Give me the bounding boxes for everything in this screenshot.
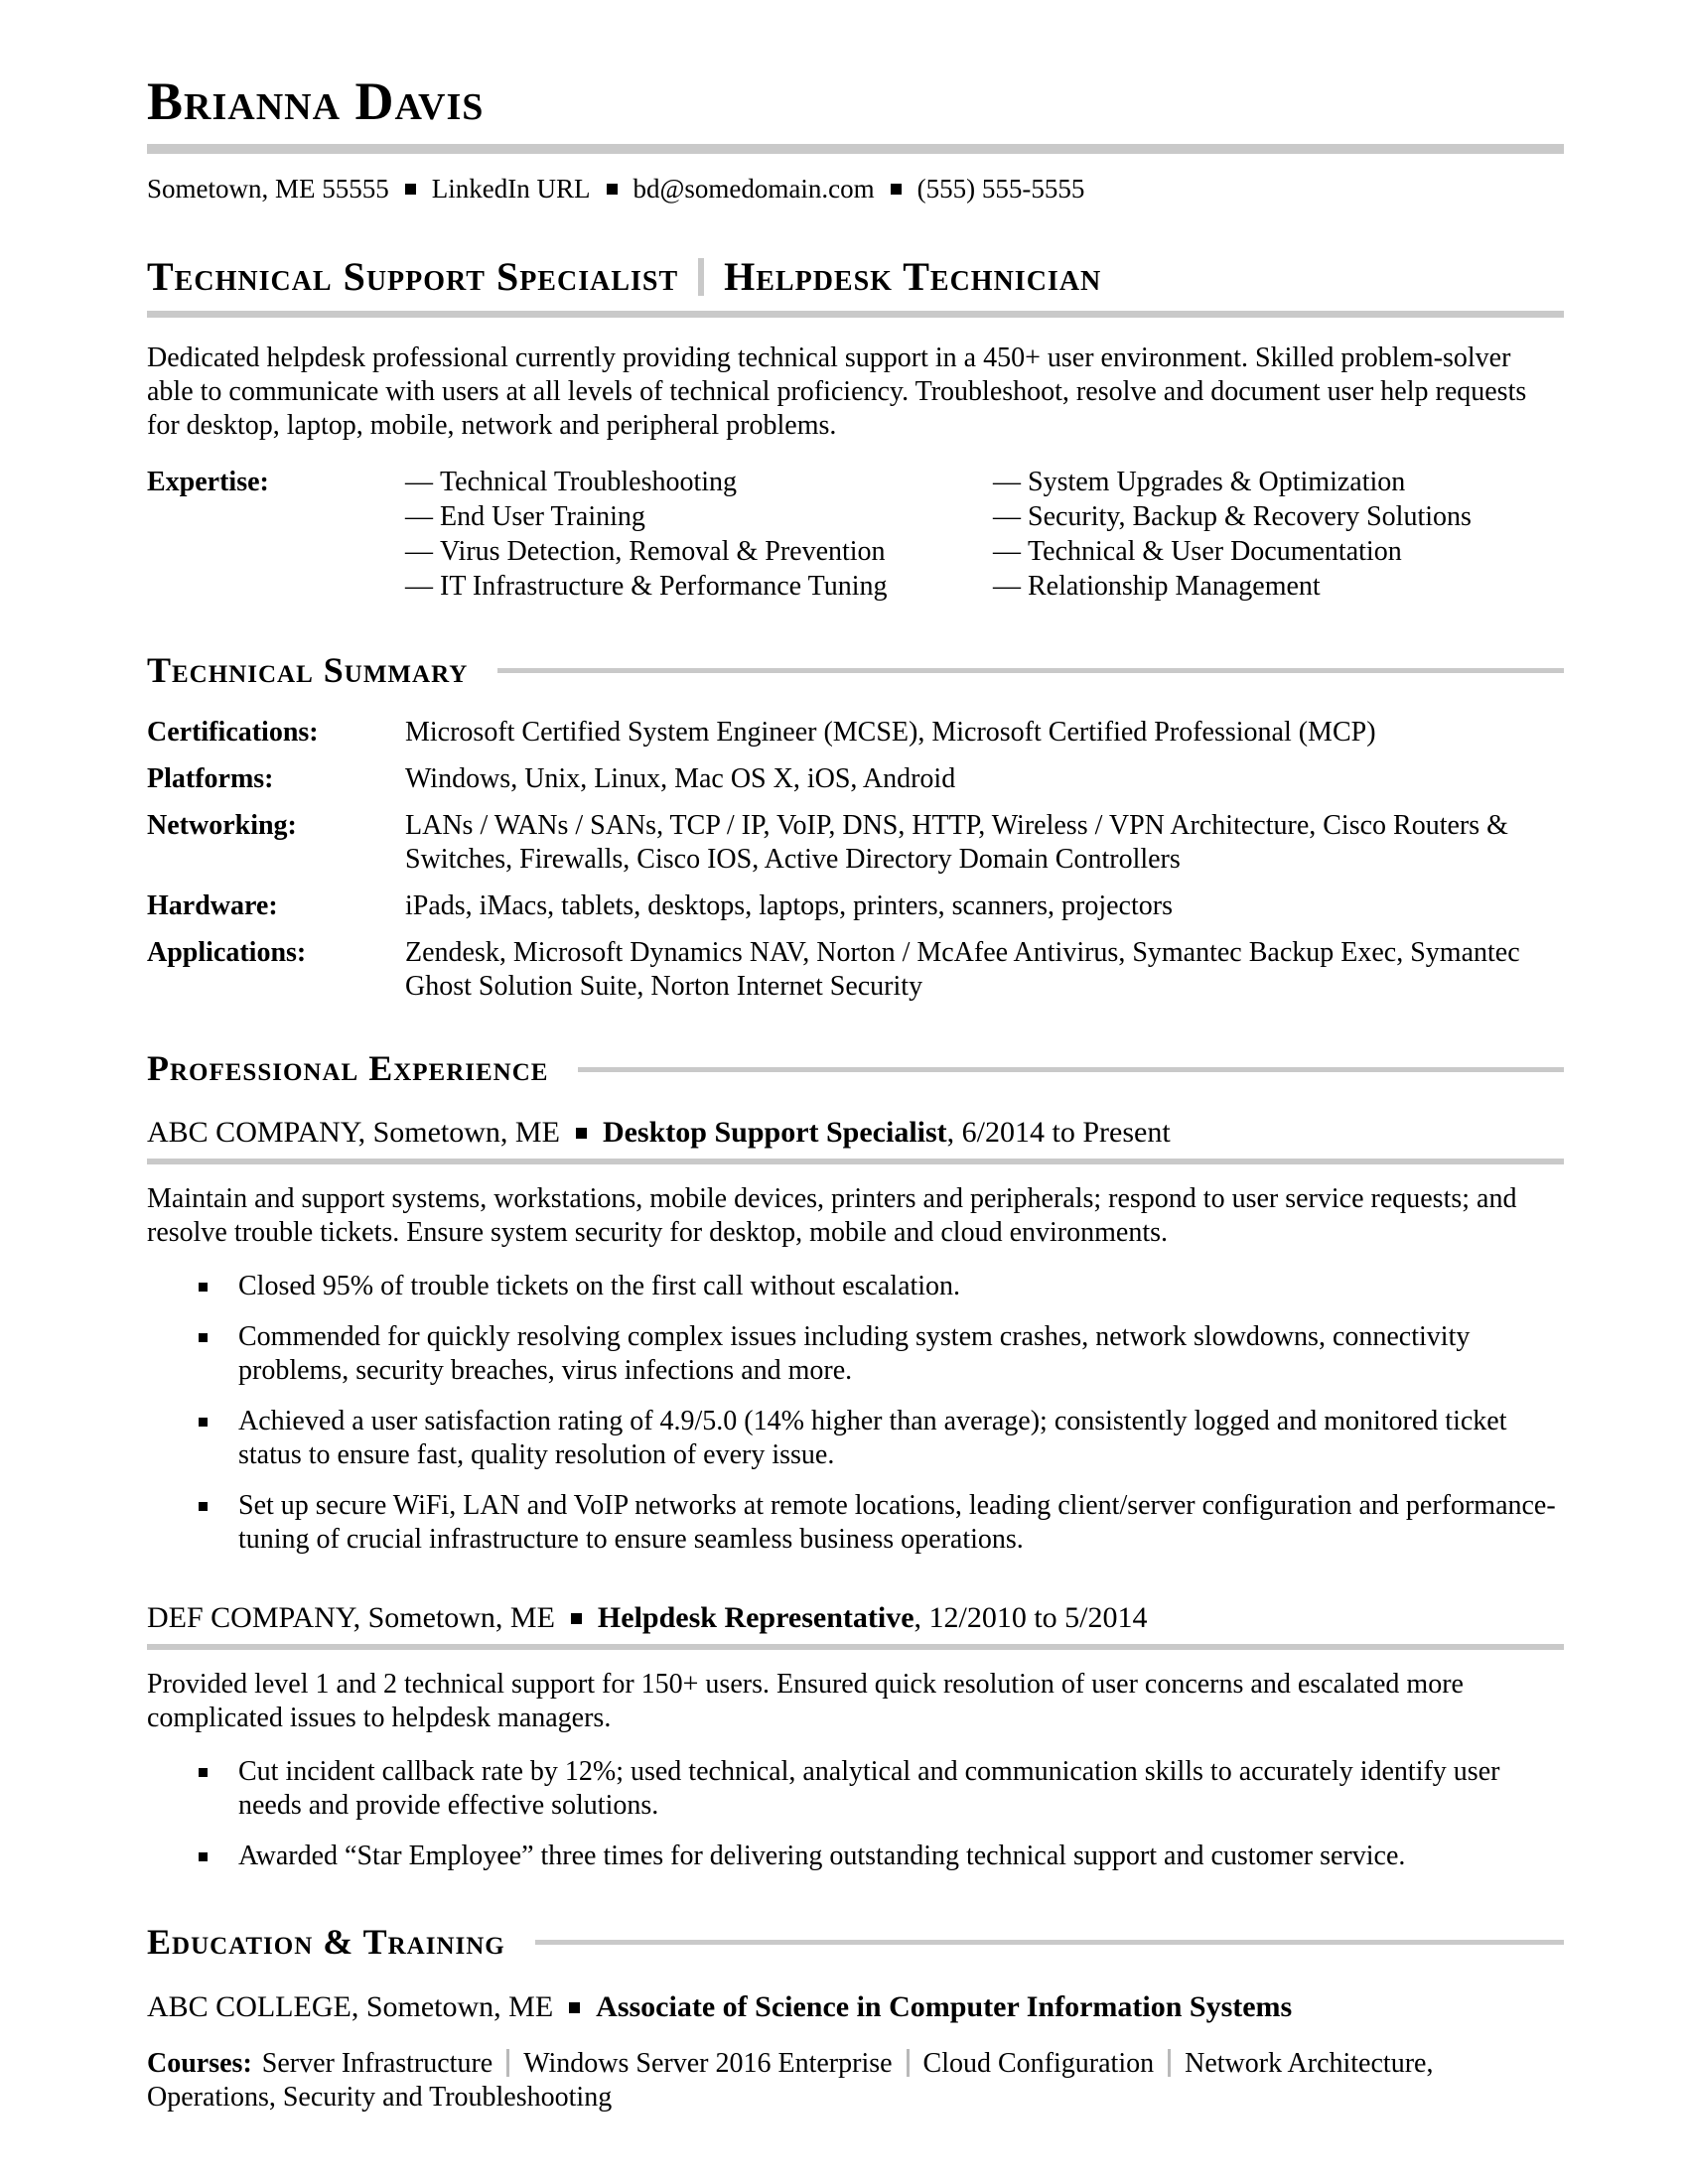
course-item: Windows Server 2016 Enterprise (523, 2048, 893, 2080)
separator-square-icon (891, 184, 902, 195)
expertise-block (147, 465, 1564, 604)
separator-square-icon (405, 184, 416, 195)
expertise-item: — System Upgrades & Optimization (993, 465, 1564, 499)
summary-row (147, 889, 1564, 923)
expertise-item: — IT Infrastructure & Performance Tuning (405, 569, 993, 604)
summary-row (147, 762, 1564, 796)
section-heading (147, 651, 1564, 691)
education-header (147, 1989, 1564, 2025)
job-bullet-list (147, 1755, 1564, 1873)
separator-bar-icon (506, 2049, 509, 2077)
job-description: Provided level 1 and 2 technical support for 150+ users. Ensured quick resolution of user concerns and escalated more complicated issues to helpdesk managers. (147, 1668, 1464, 1733)
separator-bar-icon (907, 2049, 910, 2077)
row-label: Applications: (147, 937, 307, 969)
header-divider-bar (147, 144, 1564, 154)
job-bullet: Awarded “Star Employee” three times for delivering outstanding technical support and customer service. (147, 1840, 1564, 1873)
summary-row (147, 809, 1564, 877)
course-item: Server Infrastructure (261, 2048, 493, 2080)
job-dates: , 12/2010 to 5/2014 (914, 1600, 1148, 1634)
expertise-label: Expertise: (147, 466, 269, 497)
expertise-item: — Security, Backup & Recovery Solutions (993, 499, 1564, 534)
title-role-secondary: Helpdesk Technician (724, 253, 1102, 299)
section-title: Professional Experience (147, 1048, 549, 1089)
section-heading (147, 1923, 1564, 1963)
title-divider-bar (147, 311, 1564, 318)
contact-linkedin: LinkedIn URL (431, 173, 591, 204)
job-company-location: DEF COMPANY, Sometown, ME (147, 1600, 555, 1634)
expertise-column-2 (993, 465, 1564, 604)
summary-row (147, 936, 1564, 1004)
contact-location: Sometown, ME 55555 (147, 173, 389, 204)
section-title: Technical Summary (147, 649, 469, 690)
job-entry (147, 1115, 1564, 1557)
summary-paragraph: Dedicated helpdesk professional currently providing technical support in a 450+ user environment. Skilled problem-solver able to communicate with users at all levels of technical proficiency. Troubleshoot, resolve and document user help requests for desktop, laptop, mobile, network and peripheral problems. (147, 341, 1527, 441)
separator-square-icon (576, 1128, 587, 1139)
job-bullet: Closed 95% of trouble tickets on the first call without escalation. (147, 1270, 1564, 1303)
job-bullet: Commended for quickly resolving complex issues including system crashes, network slowdowns, connectivity problems, security breaches, virus infections and more. (147, 1320, 1564, 1388)
contact-email: bd@somedomain.com (633, 173, 875, 204)
job-header (147, 1115, 1564, 1151)
separator-bar-icon (1168, 2049, 1171, 2077)
college-location: ABC COLLEGE, Sometown, ME (147, 1990, 554, 2024)
row-label: Platforms: (147, 763, 274, 795)
headline-section (147, 255, 1564, 604)
section-heading (147, 1049, 1564, 1089)
degree: Associate of Science in Computer Information Systems (596, 1990, 1293, 2024)
job-bullet: Achieved a user satisfaction rating of 4.9/5.0 (14% higher than average); consistently logged and monitored ticket status to ensure fast, quality resolution of every issue. (147, 1405, 1564, 1472)
expertise-item: — End User Training (405, 499, 993, 534)
course-item: Cloud Configuration (922, 2048, 1155, 2080)
courses-line (147, 2047, 1564, 2115)
page-title (147, 255, 1564, 299)
row-label: Networking: (147, 810, 297, 842)
separator-square-icon (571, 1613, 582, 1624)
course-item: Network Architecture, Operations, Security and Troubleshooting (147, 2048, 1434, 2114)
row-value: Microsoft Certified System Engineer (MCSE), Microsoft Certified Professional (MCP) (405, 717, 1376, 749)
section-title: Education & Training (147, 1921, 505, 1962)
expertise-item: — Relationship Management (993, 569, 1564, 604)
expertise-item: — Technical Troubleshooting (405, 465, 993, 499)
row-value: iPads, iMacs, tablets, desktops, laptops, printers, scanners, projectors (405, 890, 1173, 922)
job-header (147, 1600, 1564, 1636)
section-rule (535, 1940, 1564, 1945)
job-bullet: Set up secure WiFi, LAN and VoIP networks at remote locations, leading client/server configuration and performance-tuning of crucial infrastructure to ensure seamless business operations. (147, 1489, 1564, 1557)
candidate-name: Brianna Davis (147, 71, 485, 131)
summary-row (147, 716, 1564, 750)
job-dates: , 6/2014 to Present (946, 1115, 1171, 1149)
job-company-location: ABC COMPANY, Sometown, ME (147, 1115, 560, 1149)
job-divider-bar (147, 1159, 1564, 1164)
job-entry (147, 1600, 1564, 1873)
section-rule (497, 668, 1564, 673)
technical-summary-section (147, 651, 1564, 1005)
row-label: Certifications: (147, 717, 319, 749)
expertise-item: — Virus Detection, Removal & Prevention (405, 534, 993, 569)
job-title: Desktop Support Specialist (602, 1115, 947, 1149)
row-label: Hardware: (147, 890, 278, 922)
expertise-item: — Technical & User Documentation (993, 534, 1564, 569)
contact-line (147, 172, 1564, 205)
job-divider-bar (147, 1644, 1564, 1650)
technical-summary-rows (147, 716, 1564, 1004)
separator-square-icon (569, 2002, 580, 2013)
section-rule (578, 1067, 1564, 1072)
row-value: Windows, Unix, Linux, Mac OS X, iOS, Android (405, 763, 956, 795)
separator-square-icon (607, 184, 618, 195)
row-value: LANs / WANs / SANs, TCP / IP, VoIP, DNS, HTTP, Wireless / VPN Architecture, Cisco Routers & Switches, Firewalls, Cisco IOS, Active Directory Domain Controllers (405, 810, 1508, 876)
job-description: Maintain and support systems, workstations, mobile devices, printers and peripherals; respond to user service requests; and resolve trouble tickets. Ensure system security for desktop, mobile and cloud environments. (147, 1182, 1517, 1248)
expertise-column-1 (405, 465, 993, 604)
job-bullet: Cut incident callback rate by 12%; used technical, analytical and communication skills to accurately identify user needs and provide effective solutions. (147, 1755, 1564, 1823)
row-value: Zendesk, Microsoft Dynamics NAV, Norton / McAfee Antivirus, Symantec Backup Exec, Symantec Ghost Solution Suite, Norton Internet Security (405, 937, 1520, 1003)
education-section (147, 1923, 1564, 2116)
courses-label: Courses: (147, 2048, 252, 2080)
contact-phone: (555) 555-5555 (916, 173, 1085, 204)
title-divider-icon (698, 258, 704, 296)
job-bullet-list (147, 1270, 1564, 1557)
job-title: Helpdesk Representative (597, 1600, 914, 1634)
header (147, 73, 1564, 205)
title-role-primary: Technical Support Specialist (147, 253, 679, 299)
experience-section (147, 1049, 1564, 1873)
